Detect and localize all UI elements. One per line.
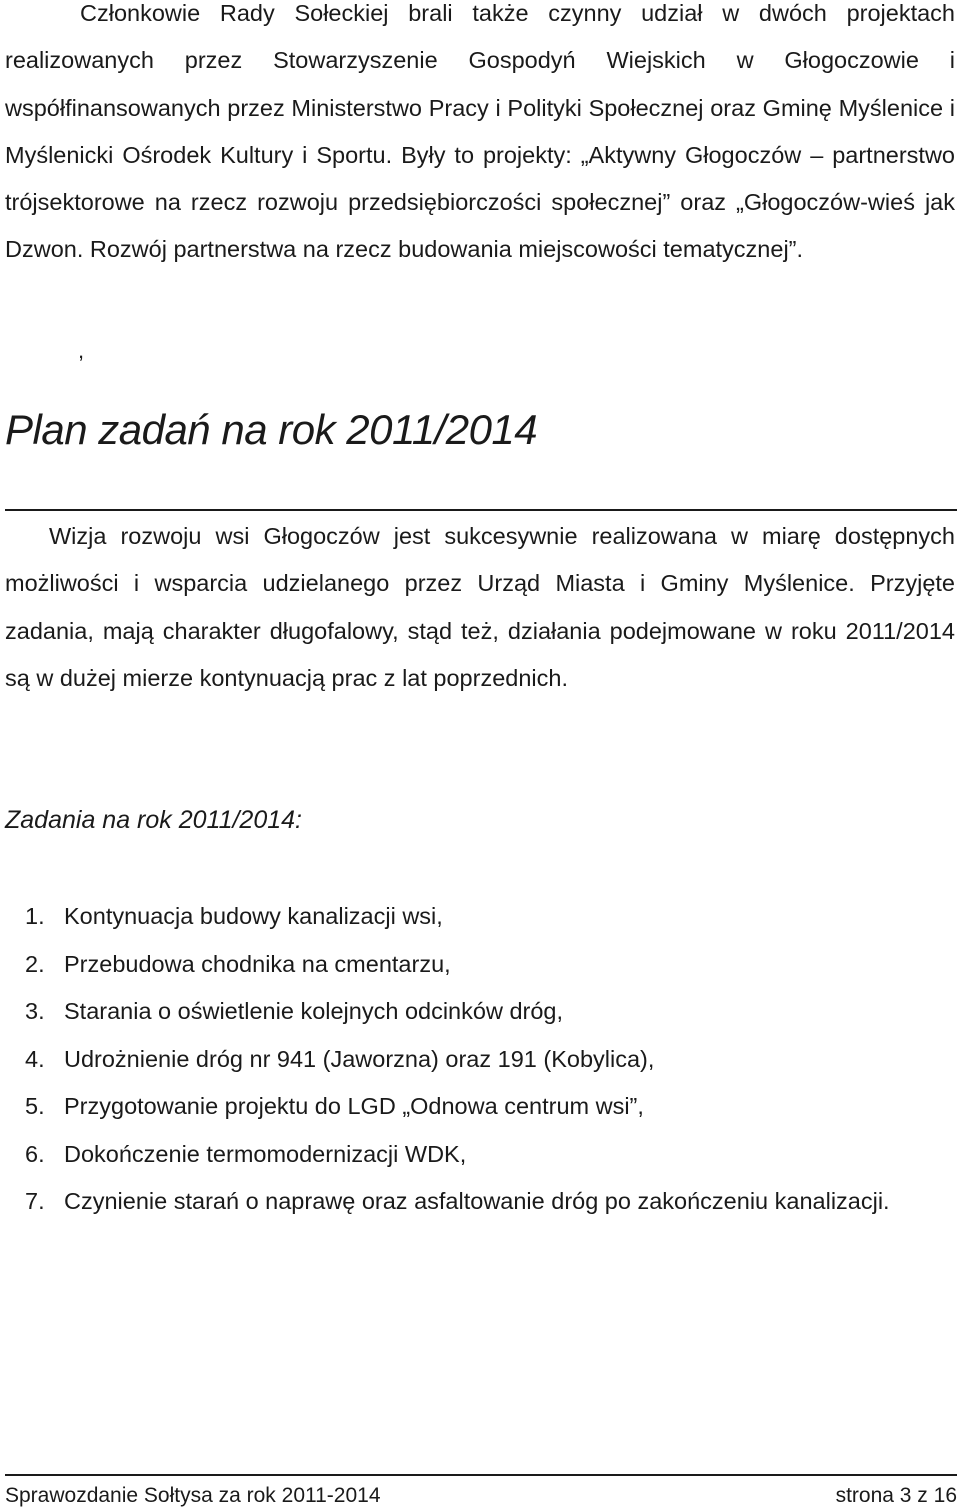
list-item-number: 6. [25,1140,45,1167]
intro-paragraph [5,0,955,274]
list-item-number: 3. [25,998,45,1024]
list-item-text: Kontynuacja budowy kanalizacji wsi, [64,903,443,929]
plan-title: Plan zadań na rok 2011/2014 [5,406,538,453]
list-item-text: Czynienie starań o naprawę oraz asfaltowanie dróg po zakończeniu kanalizacji. [64,1188,890,1214]
page-footer [5,1484,957,1508]
list-item [25,1178,957,1226]
list-item [25,1036,957,1084]
vision-paragraph [5,513,955,702]
stray-comma: , [78,338,85,363]
list-item-text: Przebudowa chodnika na cmentarzu, [64,950,451,977]
footer-page-number: strona 3 z 16 [835,1484,957,1507]
section-divider [5,509,957,511]
list-item [25,1083,957,1131]
list-item-number: 2. [25,950,45,977]
list-item-number: 7. [25,1188,45,1214]
list-item-number: 1. [25,903,45,929]
list-item-number: 5. [25,1093,45,1119]
list-item-text: Dokończenie termomodernizacji WDK, [64,1140,467,1167]
tasks-heading: Zadania na rok 2011/2014: [5,806,302,834]
vision-paragraph-text: Wizja rozwoju wsi Głogoczów jest sukcesywnie realizowana w miarę dostępnych możliwości i wsparcia udzielanego przez Urząd Miasta i Gminy Myślenice. Przyjęte zadania, mają charakter długofalowy, stąd też, działania podejmowane w roku 2011/2014 są w dużej mierze kontynuacją prac z lat poprzednich. [5,523,955,691]
list-item-text: Udrożnienie dróg nr 941 (Jaworzna) oraz 191 (Kobylica), [64,1045,655,1072]
list-item-text: Przygotowanie projektu do LGD „Odnowa centrum wsi”, [64,1093,644,1119]
list-item [25,988,957,1036]
list-item-number: 4. [25,1045,45,1072]
list-item [25,1131,957,1179]
list-item-text: Starania o oświetlenie kolejnych odcinków dróg, [64,998,564,1024]
footer-document-title: Sprawozdanie Sołtysa za rok 2011-2014 [5,1484,381,1507]
footer-divider [5,1474,957,1476]
list-item [25,941,957,989]
intro-paragraph-text: Członkowie Rady Sołeckiej brali także czynny udział w dwóch projektach realizowanych przez Stowarzyszenie Gospodyń Wiejskich w Głogoczowie i współfinansowanych przez Ministerstwo Pracy i Polityki Społecznej oraz Gminę Myślenice i Myślenicki Ośrodek Kultury i Sportu. Były to projekty: „Aktywny Głogoczów – partnerstwo trójsektorowe na rzecz rozwoju przedsiębiorczości społecznej” oraz „Głogoczów-wieś jak Dzwon. Rozwój partnerstwa na rzecz budowania miejscowości tematycznej”. [5,0,955,263]
list-item [25,893,957,941]
task-list [25,893,957,1226]
